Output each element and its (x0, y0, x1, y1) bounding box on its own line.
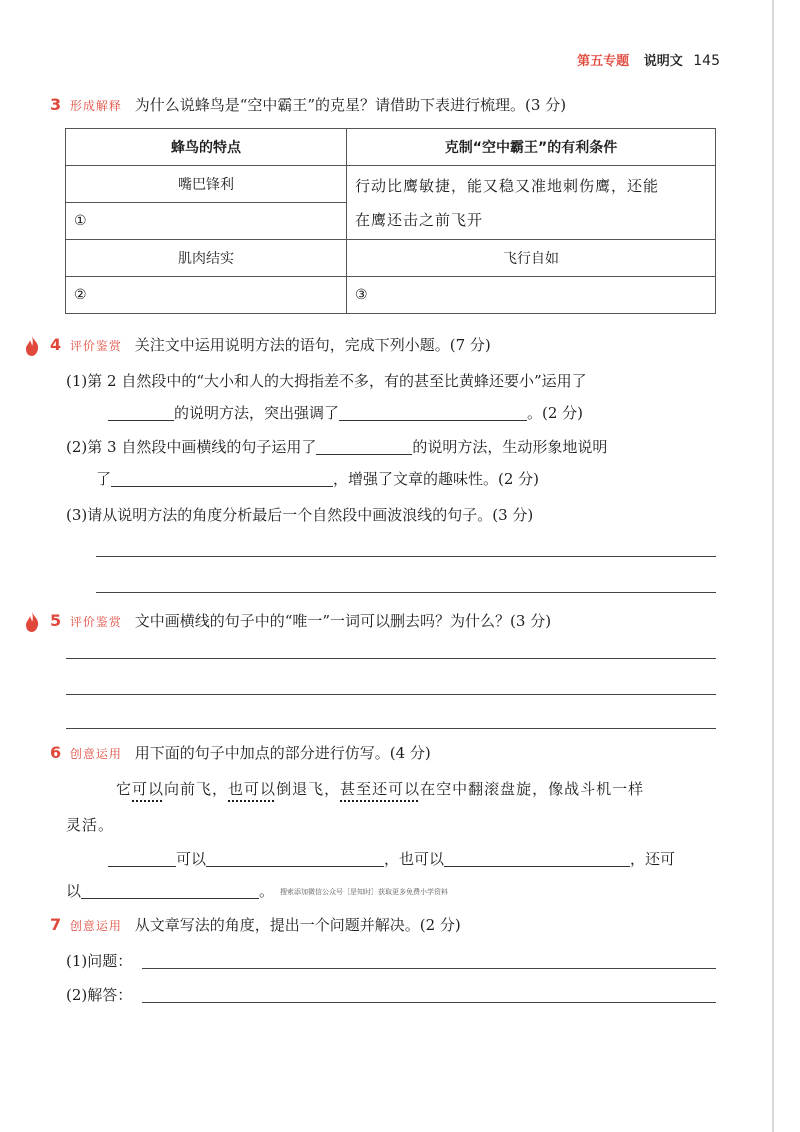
q4-sub3: (3)请从说明方法的角度分析最后一个自然段中画波浪线的句子。(3 分) (66, 506, 534, 524)
example-sentence (116, 778, 644, 800)
question-tag: 评价鉴赏 (69, 339, 122, 353)
question-number: 4 (50, 335, 62, 354)
answer-blank[interactable] (206, 850, 384, 867)
answer-line[interactable] (96, 556, 716, 557)
page-number: 145 (693, 53, 720, 69)
question-6 (50, 742, 431, 765)
question-tag: 评价鉴赏 (69, 615, 122, 629)
question-number: 7 (50, 915, 62, 934)
table-cell-merged (347, 166, 716, 240)
question-tag: 形成解释 (69, 99, 122, 113)
question-5 (50, 610, 551, 633)
answer-line[interactable] (66, 658, 716, 659)
answer-blank[interactable] (108, 850, 176, 867)
table-cell-line: 在鹰还击之前飞开 (355, 210, 484, 229)
question-text: 文中画横线的句子中的“唯一”一词可以删去吗？为什么？(3 分) (134, 612, 552, 630)
answer-line[interactable] (142, 968, 716, 969)
example-text: 它 (116, 780, 133, 798)
question-number: 6 (50, 743, 62, 762)
table-header-conditions: 克制“空中霸王”的有利条件 (347, 129, 716, 166)
question-text: 为什么说蜂鸟是“空中霸王”的克星？请借助下表进行梳理。(3 分) (134, 96, 567, 114)
answer-line[interactable] (142, 1002, 716, 1003)
q4-sub1-line1: (1)第 2 自然段中的“大小和人的大拇指差不多，有的甚至比黄蜂还要小”运用了 (66, 372, 587, 390)
dotted-phrase: 也可以 (228, 780, 277, 798)
fill-text: ，还可 (630, 850, 676, 868)
question-text: 用下面的句子中加点的部分进行仿写。(4 分) (134, 744, 431, 762)
q4-sub2-end: ，增强了文章的趣味性。(2 分) (333, 470, 540, 488)
answer-cell-1[interactable]: ① (66, 203, 347, 240)
answer-cell-2[interactable]: ② (66, 277, 347, 314)
example-text: 向前飞， (164, 780, 229, 798)
answer-line[interactable] (66, 728, 716, 729)
q4-sub1-line2 (108, 402, 583, 424)
header-topic: 第五专题 (577, 54, 630, 69)
dotted-phrase: 甚至还可以 (340, 780, 421, 798)
fill-text: 以 (66, 882, 82, 900)
imitation-line-1 (108, 848, 675, 870)
q4-sub2-text3: 了 (96, 470, 112, 488)
table-cell-line: 行动比鹰敏捷，能又稳又准地刺伤鹰，还能 (355, 176, 660, 195)
question-text: 从文章写法的角度，提出一个问题并解决。(2 分) (134, 916, 461, 934)
answer-line[interactable] (66, 694, 716, 695)
answer-blank[interactable] (111, 470, 333, 487)
header-category: 说明文 (643, 54, 683, 69)
q4-sub2-text2: 的说明方法，生动形象地说明 (412, 438, 608, 456)
q4-sub2-text: (2)第 3 自然段中画横线的句子运用了 (66, 438, 317, 456)
fill-text: 可以 (176, 850, 207, 868)
q4-sub1-text: 的说明方法，突出强调了 (174, 404, 340, 422)
answer-question-label: (1)问题： (66, 952, 133, 970)
question-3 (50, 94, 566, 117)
q4-sub1-end: 。(2 分) (527, 404, 584, 422)
flame-icon (24, 612, 40, 632)
example-sentence-end: 灵活。 (66, 816, 115, 834)
question-text: 关注文中运用说明方法的语句，完成下列小题。(7 分) (134, 336, 491, 354)
example-text: 在空中翻滚盘旋，像战斗机一样 (420, 780, 645, 798)
page-edge (772, 0, 774, 1132)
dotted-phrase: 可以 (132, 780, 165, 798)
answer-blank[interactable] (81, 882, 259, 899)
question-4 (50, 334, 491, 357)
question-7 (50, 914, 461, 937)
watermark-note: 搜索添加微信公众号［是知时］获取更多免费小学资料 (280, 888, 449, 896)
flame-icon (24, 336, 40, 356)
imitation-line-2 (66, 880, 448, 903)
answer-solution-label: (2)解答： (66, 986, 133, 1004)
question-tag: 创意运用 (69, 919, 122, 933)
answer-cell-3[interactable]: ③ (347, 277, 716, 314)
table-cell: 肌肉结实 (66, 240, 347, 277)
answer-line[interactable] (96, 592, 716, 593)
q4-sub2-line2 (96, 468, 539, 490)
answer-blank[interactable] (108, 404, 174, 421)
table-cell: 飞行自如 (347, 240, 716, 277)
answer-blank[interactable] (444, 850, 630, 867)
answer-blank[interactable] (339, 404, 527, 421)
question-number: 5 (50, 611, 62, 630)
example-text: 倒退飞， (276, 780, 341, 798)
fill-text: 。 (259, 882, 275, 900)
table-cell: 嘴巴锋利 (66, 166, 347, 203)
answer-blank[interactable] (316, 438, 412, 455)
page-header (577, 50, 720, 69)
table-header-features: 蜂鸟的特点 (66, 129, 347, 166)
question-number: 3 (50, 95, 62, 114)
question-tag: 创意运用 (69, 747, 122, 761)
fill-text: ，也可以 (384, 850, 445, 868)
q4-sub2-line1 (66, 436, 607, 458)
features-table (65, 128, 716, 314)
